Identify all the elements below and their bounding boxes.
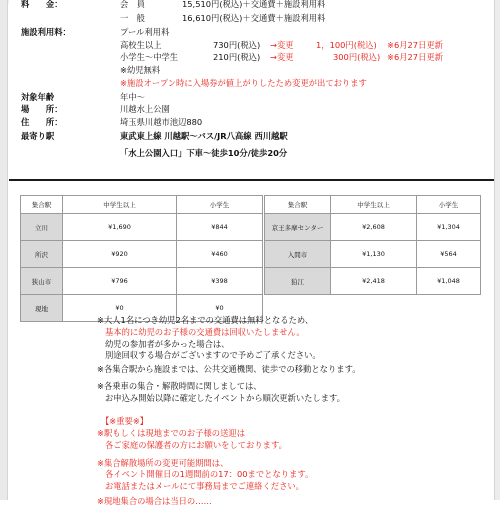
fare-station: 京王多摩センター	[265, 214, 331, 241]
fare-left-header-station: 集合駅	[21, 196, 63, 214]
fare-station: 狭山市	[21, 268, 63, 295]
address-value: 埼玉県川越市池辺880	[120, 117, 203, 127]
fare-station: 所沢	[21, 241, 63, 268]
table-row	[21, 214, 263, 241]
fee-label: 料 金：	[21, 0, 63, 9]
infant-free: ※幼児無料	[120, 65, 161, 75]
fare-table-right	[264, 195, 481, 295]
age-value: 年中～	[120, 92, 145, 102]
high-old-price: 730円(税込)	[213, 40, 261, 50]
table-row	[21, 241, 263, 268]
fare-child: ¥564	[417, 241, 481, 268]
fare-station: 入間市	[265, 241, 331, 268]
junior-new-price: 300円(税込)	[333, 52, 381, 62]
note-infant-collect: 別途回収する場合がございますので予めご了承ください。	[105, 350, 321, 360]
walk-value: 「水上公園入口」下車～徒歩10分/徒歩20分	[120, 148, 288, 158]
note-contact: お電話またはメールにて事務局までご連絡ください。	[105, 481, 304, 491]
junior-arrow: →変更	[270, 52, 294, 62]
station-label: 最寄り駅	[21, 131, 55, 141]
table-row	[265, 268, 481, 295]
high-new-price: 1，100円(税込)	[316, 40, 377, 50]
fare-child: ¥1,304	[417, 214, 481, 241]
table-row	[21, 268, 263, 295]
junior-update-note: ※6月27日更新	[387, 52, 443, 62]
important-heading: 【※重要※】	[101, 416, 149, 426]
viewer-left-edge	[0, 0, 8, 500]
fare-right-header-adult: 中学生以上	[331, 196, 417, 214]
document-page	[9, 0, 494, 506]
price-change-notice: ※施設オープン時に入場券が値上がりしたため変更が出ております	[120, 78, 367, 88]
fare-table-left	[20, 195, 263, 322]
note-change-deadline: 各イベント開催日の1週間前の17：00までとなります。	[105, 469, 314, 479]
fare-child: ¥0	[177, 295, 263, 322]
fare-adult: ¥1,130	[331, 241, 417, 268]
facility-label: 施設利用料：	[21, 27, 71, 37]
high-update-note: ※6月27日更新	[387, 40, 443, 50]
member-fee: 15,510円(税込)＋交通費＋施設利用料	[182, 0, 326, 9]
fare-left-header-adult: 中学生以上	[63, 196, 177, 214]
place-value: 川越水上公園	[120, 104, 170, 114]
fare-adult: ¥796	[63, 268, 177, 295]
fare-station: 狛江	[265, 268, 331, 295]
note-transport: ※各集合駅から施設までは、公共交通機関、徒歩での移動となります。	[97, 364, 361, 374]
general-fee: 16,610円(税込)＋交通費＋施設利用料	[182, 13, 326, 23]
junior-label: 小学生～中学生	[120, 52, 179, 62]
general-label: 一 般	[120, 13, 145, 23]
table-row	[265, 241, 481, 268]
junior-old-price: 210円(税込)	[213, 52, 261, 62]
fare-adult: ¥2,418	[331, 268, 417, 295]
note-infant-fare-red: 基本的に幼児のお子様の交通費は回収いたしません。	[105, 327, 305, 337]
note-cutoff: ※現地集合の場合は当日の……	[97, 496, 212, 506]
fare-child: ¥398	[177, 268, 263, 295]
station-value: 東武東上線 川越駅～バス/JR八高線 西川越駅	[120, 131, 288, 141]
section-divider	[9, 179, 494, 181]
fare-left-header-child: 小学生	[177, 196, 263, 214]
fare-station: 立川	[21, 214, 63, 241]
fare-right-header-child: 小学生	[417, 196, 481, 214]
fare-adult: ¥0	[63, 295, 177, 322]
fare-adult: ¥1,690	[63, 214, 177, 241]
viewer-scrollbar[interactable]	[494, 0, 500, 500]
note-change-period: ※集合解散場所の変更可能期間は、	[97, 458, 229, 468]
note-pickup-parents: 各ご家庭の保護者の方にお願いをしております。	[105, 440, 287, 450]
note-pickup: ※駅もしくは現地までのお子様の送迎は	[97, 428, 246, 438]
note-schedule-update: お申込み開始以降に確定したイベントから順次更新いたします。	[105, 393, 345, 403]
note-infant-fare: ※大人1名につき幼児2名までの交通費は無料となるため、	[97, 315, 314, 325]
fare-adult: ¥920	[63, 241, 177, 268]
fare-right-header-station: 集合駅	[265, 196, 331, 214]
facility-sub: プール利用料	[120, 27, 170, 37]
high-arrow: →変更	[270, 40, 294, 50]
age-label: 対象年齢	[21, 92, 55, 102]
place-label: 場 所：	[21, 104, 63, 114]
address-label: 住 所：	[21, 117, 63, 127]
fare-child: ¥460	[177, 241, 263, 268]
fare-adult: ¥2,608	[331, 214, 417, 241]
note-infant-many: 幼児の参加者が多かった場合は、	[105, 339, 230, 349]
high-label: 高校生以上	[120, 40, 162, 50]
fare-station: 現地	[21, 295, 63, 322]
fare-child: ¥1,048	[417, 268, 481, 295]
member-label: 会 員	[120, 0, 145, 9]
fare-child: ¥844	[177, 214, 263, 241]
note-schedule: ※各乗車の集合・解散時間に関しましては、	[97, 381, 262, 391]
table-row	[265, 214, 481, 241]
